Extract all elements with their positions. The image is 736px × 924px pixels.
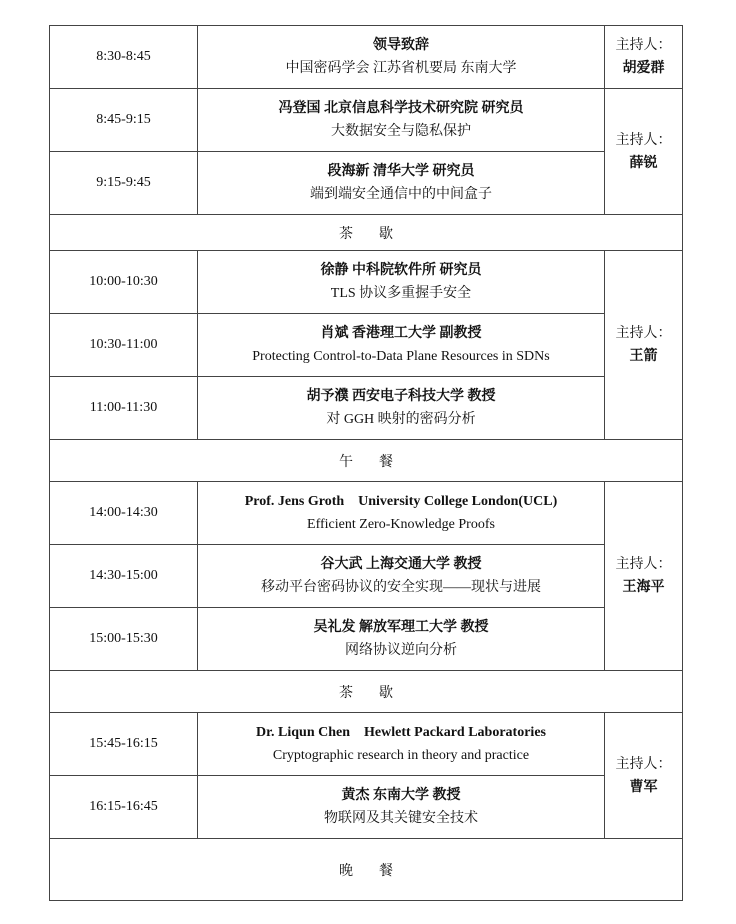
talk-title: 对 GGH 映射的密码分析 xyxy=(326,412,476,427)
talk-cell xyxy=(198,152,605,215)
time-cell: 9:15-9:45 xyxy=(50,152,198,215)
dinner-break xyxy=(50,839,683,901)
schedule-row xyxy=(50,314,683,377)
host-cell xyxy=(605,26,683,89)
host-name: 薛锐 xyxy=(629,155,658,171)
host-cell xyxy=(605,713,683,839)
time-cell: 14:00-14:30 xyxy=(50,482,198,545)
schedule-row xyxy=(50,545,683,608)
schedule-row xyxy=(50,482,683,545)
talk-cell xyxy=(198,608,605,671)
host-cell xyxy=(605,89,683,215)
host-name: 王海平 xyxy=(622,580,665,595)
break-row xyxy=(50,440,683,482)
time-cell: 10:00-10:30 xyxy=(50,251,198,314)
talk-title: 网络协议逆向分析 xyxy=(345,643,457,658)
talk-title: Efficient Zero-Knowledge Proofs xyxy=(307,517,495,532)
break-char: 歇 xyxy=(379,226,393,242)
host-name: 曹军 xyxy=(629,779,658,795)
time-cell: 16:15-16:45 xyxy=(50,776,198,839)
talk-cell xyxy=(198,545,605,608)
schedule-table xyxy=(49,25,683,901)
break-char: 歇 xyxy=(379,685,393,701)
time-cell: 8:30-8:45 xyxy=(50,26,198,89)
host-name: 胡爱群 xyxy=(622,61,665,76)
break-row xyxy=(50,215,683,251)
schedule-row xyxy=(50,152,683,215)
speaker: Prof. Jens Groth University College London(UCL) xyxy=(244,494,558,509)
time-cell: 10:30-11:00 xyxy=(50,314,198,377)
talk-cell xyxy=(198,26,605,89)
break-char: 茶 xyxy=(339,685,353,701)
speaker: 肖斌 香港理工大学 副教授 xyxy=(320,326,482,341)
schedule-row xyxy=(50,713,683,776)
speaker: 冯登国 北京信息科学技术研究院 研究员 xyxy=(278,101,524,116)
talk-title: 大数据安全与隐私保护 xyxy=(331,124,471,139)
time-cell: 15:00-15:30 xyxy=(50,608,198,671)
talk-title: TLS 协议多重握手安全 xyxy=(330,286,472,301)
talk-title: 物联网及其关键安全技术 xyxy=(324,811,478,826)
host-label: 主持人： xyxy=(615,756,672,772)
talk-title: 端到端安全通信中的中间盒子 xyxy=(310,187,492,202)
host-label: 主持人： xyxy=(615,132,672,148)
host-name: 王箭 xyxy=(629,349,658,364)
tea-break xyxy=(50,671,683,713)
break-char: 晚 xyxy=(339,863,353,879)
talk-cell xyxy=(198,314,605,377)
time-cell: 8:45-9:15 xyxy=(50,89,198,152)
schedule-row xyxy=(50,251,683,314)
host-label: 主持人： xyxy=(615,38,672,53)
schedule-row xyxy=(50,89,683,152)
talk-cell xyxy=(198,377,605,440)
talk-title: 移动平台密码协议的安全实现——现状与进展 xyxy=(261,580,541,595)
host-label: 主持人： xyxy=(615,326,672,341)
speaker: 徐静 中科院软件所 研究员 xyxy=(320,263,482,278)
talk-title: 中国密码学会 江苏省机要局 东南大学 xyxy=(285,61,517,76)
talk-cell xyxy=(198,482,605,545)
talk-cell xyxy=(198,251,605,314)
speaker: 谷大武 上海交通大学 教授 xyxy=(320,557,482,572)
break-char: 餐 xyxy=(379,454,393,470)
host-cell xyxy=(605,482,683,671)
speaker: 黄杰 东南大学 教授 xyxy=(341,788,461,803)
talk-cell xyxy=(198,776,605,839)
break-row xyxy=(50,839,683,901)
host-label: 主持人： xyxy=(615,557,672,572)
break-char: 茶 xyxy=(339,226,353,242)
break-char: 午 xyxy=(339,454,353,470)
speaker: 吴礼发 解放军理工大学 教授 xyxy=(313,620,489,635)
break-row xyxy=(50,671,683,713)
schedule-row xyxy=(50,377,683,440)
talk-title: Cryptographic research in theory and practice xyxy=(272,748,530,763)
schedule-row xyxy=(50,608,683,671)
schedule-row xyxy=(50,776,683,839)
time-cell: 11:00-11:30 xyxy=(50,377,198,440)
talk-cell xyxy=(198,89,605,152)
speaker: 领导致辞 xyxy=(373,38,429,53)
speaker: Dr. Liqun Chen Hewlett Packard Laboratories xyxy=(256,725,546,740)
talk-title: Protecting Control-to-Data Plane Resources in SDNs xyxy=(252,349,550,364)
talk-cell xyxy=(198,713,605,776)
time-cell: 15:45-16:15 xyxy=(50,713,198,776)
host-cell xyxy=(605,251,683,440)
break-char: 餐 xyxy=(379,863,393,879)
lunch-break xyxy=(50,440,683,482)
speaker: 胡予濮 西安电子科技大学 教授 xyxy=(306,389,496,404)
speaker: 段海新 清华大学 研究员 xyxy=(327,164,475,179)
schedule-row xyxy=(50,26,683,89)
tea-break xyxy=(50,215,683,251)
time-cell: 14:30-15:00 xyxy=(50,545,198,608)
